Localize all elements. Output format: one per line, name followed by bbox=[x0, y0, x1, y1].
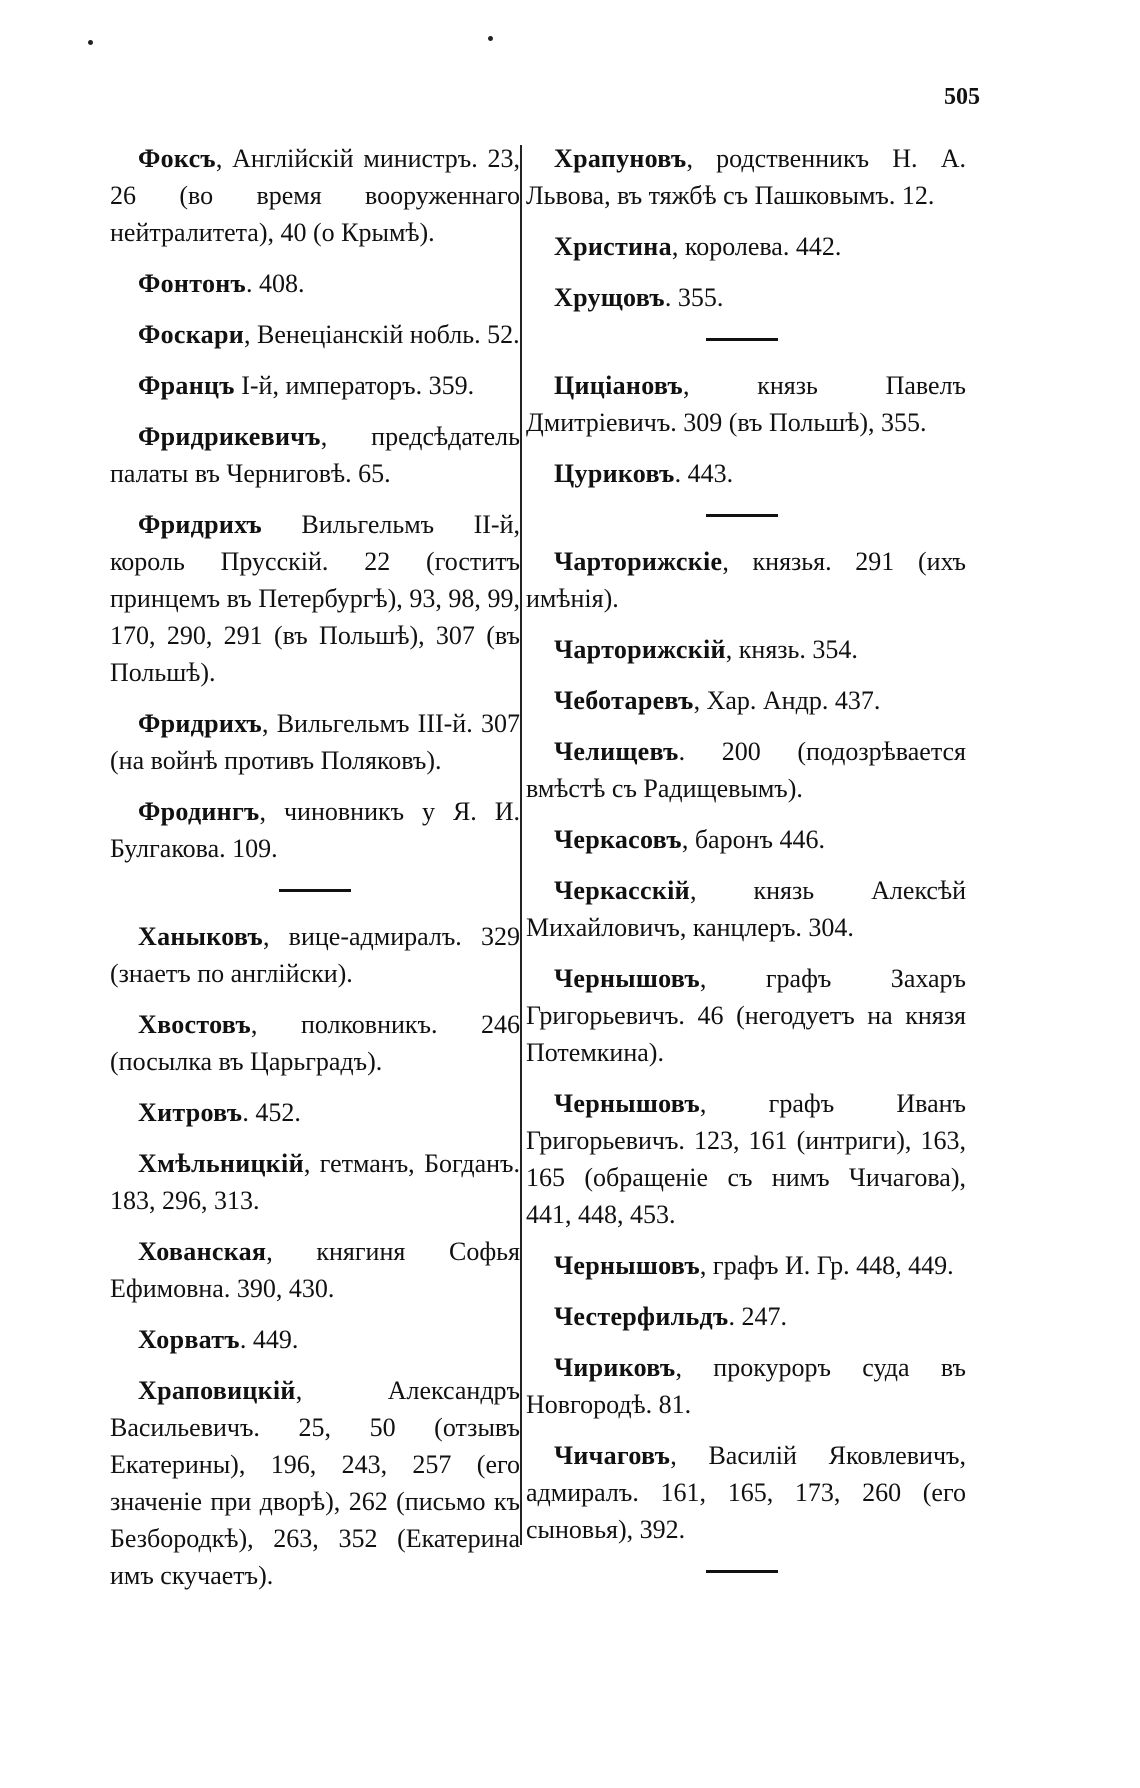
index-group bbox=[110, 140, 520, 867]
index-entry bbox=[110, 1094, 520, 1131]
entry-name: Хованская bbox=[138, 1237, 267, 1266]
entry-name: Фоксъ bbox=[138, 144, 216, 173]
index-entry bbox=[110, 1006, 520, 1080]
entry-name: Хрущовъ bbox=[554, 283, 665, 312]
entry-name: Ханыковъ bbox=[138, 922, 263, 951]
index-group bbox=[110, 918, 520, 1594]
entry-text: , предсѣдатель палаты въ Черниговѣ. 65. bbox=[110, 422, 520, 488]
entry-text: , князья. 291 (ихъ имѣнія). bbox=[526, 547, 966, 613]
entry-text: . 247. bbox=[728, 1302, 787, 1331]
index-entry bbox=[526, 821, 966, 858]
entry-text: . 452. bbox=[242, 1098, 301, 1127]
index-entry bbox=[526, 1247, 966, 1284]
entry-text: , княгиня Софья Ефимовна. 390, 430. bbox=[110, 1237, 520, 1303]
entry-text: , родственникъ Н. А. Львова, въ тяжбѣ съ Пашковымъ. 12. bbox=[526, 144, 966, 210]
index-column-right bbox=[526, 140, 966, 1599]
index-entry bbox=[110, 418, 520, 492]
index-entry bbox=[110, 1145, 520, 1219]
index-entry bbox=[110, 506, 520, 691]
ink-speck bbox=[488, 36, 493, 41]
section-separator bbox=[706, 338, 778, 341]
index-entry bbox=[526, 1298, 966, 1335]
entry-name: Черкасовъ bbox=[554, 825, 682, 854]
section-separator bbox=[706, 514, 778, 517]
entry-text: , прокуроръ суда въ Новгородѣ. 81. bbox=[526, 1353, 966, 1419]
section-separator bbox=[279, 889, 351, 892]
entry-name: Хорватъ bbox=[138, 1325, 240, 1354]
page-number: 505 bbox=[944, 84, 980, 110]
entry-name: Чернышовъ bbox=[554, 1251, 700, 1280]
index-entry bbox=[526, 1085, 966, 1233]
entry-name: Храпуновъ bbox=[554, 144, 687, 173]
entry-name: Францъ bbox=[138, 371, 235, 400]
index-entry bbox=[526, 455, 966, 492]
entry-text: . 443. bbox=[674, 459, 734, 488]
index-entry bbox=[110, 140, 520, 251]
entry-name: Честерфильдъ bbox=[554, 1302, 729, 1331]
entry-text: , чиновникъ у Я. И. Булгакова. 109. bbox=[110, 797, 520, 863]
entry-name: Черкасскій bbox=[554, 876, 690, 905]
entry-text: . 200 (подозрѣвается вмѣстѣ съ Радищевымъ). bbox=[526, 737, 966, 803]
entry-name: Чарторижскій bbox=[554, 635, 726, 664]
entry-text: , гетманъ, Богданъ. 183, 296, 313. bbox=[110, 1149, 520, 1215]
entry-text: , Англійскій министръ. 23, 26 (во время вооруженнаго нейтралитета), 40 (о Крымѣ). bbox=[110, 144, 520, 247]
entry-text: . 449. bbox=[239, 1325, 299, 1354]
index-entry bbox=[526, 543, 966, 617]
entry-text: , Хар. Андр. 437. bbox=[693, 686, 881, 715]
index-entry bbox=[110, 1321, 520, 1358]
index-entry bbox=[526, 228, 966, 265]
entry-text: Вильгельмъ II-й, король Прусскій. 22 (гоститъ принцемъ въ Петербургѣ), 93, 98, 99, 170, 290, 291 (въ Польшѣ), 307 (въ Польшѣ). bbox=[110, 510, 520, 687]
entry-name: Фридрихъ bbox=[138, 709, 262, 738]
entry-name: Христина bbox=[554, 232, 672, 261]
entry-name: Фридрихъ bbox=[138, 510, 262, 539]
entry-text: . 355. bbox=[664, 283, 724, 312]
entry-name: Чичаговъ bbox=[554, 1441, 671, 1470]
index-entry bbox=[110, 1233, 520, 1307]
entry-text: , графъ И. Гр. 448, 449. bbox=[699, 1251, 954, 1280]
index-entry bbox=[110, 705, 520, 779]
entry-text: , князь Павелъ Дмитріевичъ. 309 (въ Польшѣ), 355. bbox=[526, 371, 966, 437]
entry-name: Чеботаревъ bbox=[554, 686, 694, 715]
entry-text: , Вильгельмъ III-й. 307 (на войнѣ противъ Поляковъ). bbox=[110, 709, 520, 775]
index-entry bbox=[526, 631, 966, 668]
entry-name: Чириковъ bbox=[554, 1353, 676, 1382]
entry-name: Фридрикевичъ bbox=[138, 422, 321, 451]
index-entry bbox=[110, 918, 520, 992]
entry-name: Цуриковъ bbox=[554, 459, 675, 488]
entry-text: , королева. 442. bbox=[671, 232, 842, 261]
entry-text: , Венеціанскій нобль. 52. bbox=[244, 320, 520, 349]
entry-text: I-й, императоръ. 359. bbox=[234, 371, 475, 400]
index-entry bbox=[110, 265, 520, 302]
section-separator bbox=[706, 1570, 778, 1573]
entry-name: Хитровъ bbox=[138, 1098, 243, 1127]
entry-text: , Александръ Васильевичъ. 25, 50 (отзывъ Екатерины), 196, 243, 257 (его значеніе при дворѣ), 262 (письмо къ Безбородкѣ), 263, 352 (Екатерина имъ скучаетъ). bbox=[110, 1376, 520, 1590]
index-entry bbox=[526, 733, 966, 807]
entry-name: Фродингъ bbox=[138, 797, 260, 826]
entry-text: , князь. 354. bbox=[725, 635, 858, 664]
index-entry bbox=[526, 367, 966, 441]
entry-name: Храповицкій bbox=[138, 1376, 296, 1405]
entry-name: Чернышовъ bbox=[554, 1089, 700, 1118]
entry-text: , баронъ 446. bbox=[681, 825, 825, 854]
column-divider bbox=[520, 145, 522, 1545]
entry-text: , вице-адмиралъ. 329 (знаетъ по англійски). bbox=[110, 922, 520, 988]
index-group bbox=[526, 367, 966, 492]
entry-name: Челищевъ bbox=[554, 737, 679, 766]
entry-name: Фонтонъ bbox=[138, 269, 246, 298]
entry-text: , князь Алексѣй Михайловичъ, канцлеръ. 304. bbox=[526, 876, 966, 942]
index-entry bbox=[526, 872, 966, 946]
index-column-left bbox=[110, 140, 520, 1608]
entry-text: . 408. bbox=[245, 269, 305, 298]
index-entry bbox=[526, 960, 966, 1071]
index-entry bbox=[110, 1372, 520, 1594]
entry-name: Чернышовъ bbox=[554, 964, 700, 993]
ink-speck bbox=[88, 40, 93, 45]
entry-text: , Василій Яковлевичъ, адмиралъ. 161, 165, 173, 260 (его сыновья), 392. bbox=[526, 1441, 966, 1544]
entry-name: Фоскари bbox=[138, 320, 244, 349]
index-group bbox=[526, 543, 966, 1548]
entry-text: , полковникъ. 246 (посылка въ Царьградъ). bbox=[110, 1010, 520, 1076]
entry-name: Хмѣльницкій bbox=[138, 1149, 304, 1178]
index-entry bbox=[526, 140, 966, 214]
index-entry bbox=[526, 1349, 966, 1423]
index-entry bbox=[526, 279, 966, 316]
entry-name: Чарторижскіе bbox=[554, 547, 723, 576]
entry-name: Цицiановъ bbox=[554, 371, 683, 400]
entry-text: , графъ Захаръ Григорьевичъ. 46 (негодуетъ на князя Потемкина). bbox=[526, 964, 966, 1067]
index-entry bbox=[110, 793, 520, 867]
index-entry bbox=[526, 1437, 966, 1548]
index-entry bbox=[526, 682, 966, 719]
index-entry bbox=[110, 367, 520, 404]
entry-name: Хвостовъ bbox=[138, 1010, 251, 1039]
entry-text: , графъ Иванъ Григорьевичъ. 123, 161 (интриги), 163, 165 (обращеніе съ нимъ Чичагова), 441, 448, 453. bbox=[526, 1089, 966, 1229]
index-group bbox=[526, 140, 966, 316]
index-entry bbox=[110, 316, 520, 353]
